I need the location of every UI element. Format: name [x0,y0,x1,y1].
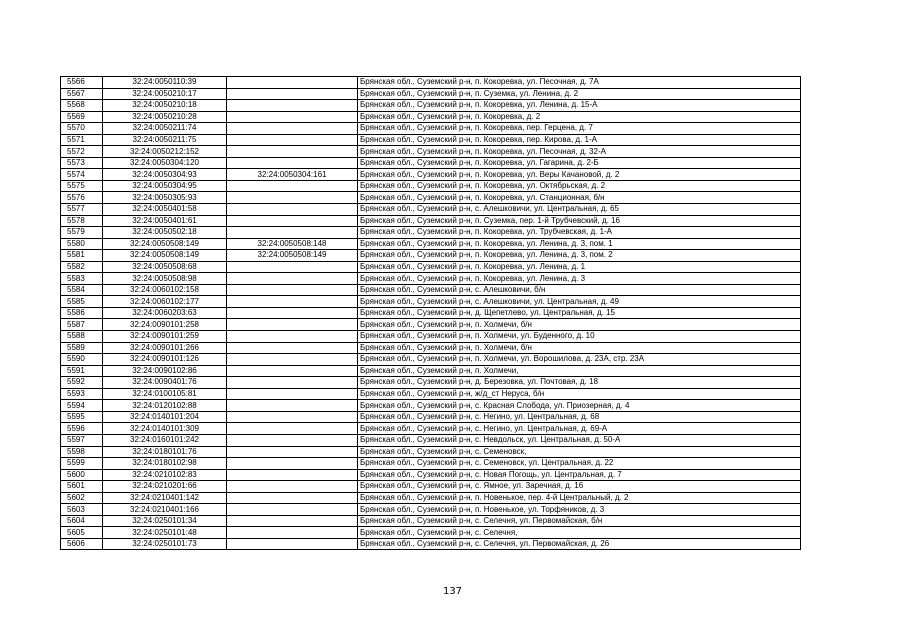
related-cadastral-number-cell [227,157,358,169]
table-row [61,504,801,516]
related-cadastral-number-cell [227,527,358,539]
cadastral-number-cell: 32:24:0210102:83 [103,469,227,481]
related-cadastral-number-cell [227,284,358,296]
related-cadastral-number-cell [227,481,358,493]
row-number-cell: 5574 [61,169,103,181]
row-number-cell: 5598 [61,446,103,458]
address-cell: Брянская обл., Суземский р-н, с. Новая Погощь, ул. Центральная, д. 7 [358,469,801,481]
cadastral-number-cell: 32:24:0050211:75 [103,134,227,146]
table-row [61,157,801,169]
table-row [61,527,801,539]
table-row [61,273,801,285]
table-row [61,538,801,550]
cadastral-number-cell: 32:24:0050502:18 [103,227,227,239]
row-number-cell: 5569 [61,111,103,123]
table-row [61,250,801,262]
table-row [61,365,801,377]
related-cadastral-number-cell [227,538,358,550]
address-cell: Брянская обл., Суземский р-н, с. Семеновск, ул. Центральная, д. 22 [358,458,801,470]
related-cadastral-number-cell [227,88,358,100]
related-cadastral-number-cell [227,515,358,527]
address-cell: Брянская обл., Суземский р-н, ж/д_ст Неруса, б/н [358,388,801,400]
address-cell: Брянская обл., Суземский р-н, п. Холмечи, ул. Ворошилова, д. 23А, стр. 23А [358,354,801,366]
address-cell: Брянская обл., Суземский р-н, п. Кокоревка, ул. Октябрьская, д. 2 [358,180,801,192]
related-cadastral-number-cell [227,180,358,192]
address-cell: Брянская обл., Суземский р-н, п. Кокоревка, пер. Герцена, д. 7 [358,123,801,135]
cadastral-number-cell: 32:24:0050212:152 [103,146,227,158]
row-number-cell: 5576 [61,192,103,204]
address-cell: Брянская обл., Суземский р-н, п. Холмечи, б/н [358,342,801,354]
related-cadastral-number-cell [227,331,358,343]
address-cell: Брянская обл., Суземский р-н, с. Негино, ул. Центральная, д. 68 [358,411,801,423]
related-cadastral-number-cell [227,400,358,412]
table-row [61,342,801,354]
address-cell: Брянская обл., Суземский р-н, с. Красная Слобода, ул. Приозерная, д. 4 [358,400,801,412]
page-number: 137 [442,586,463,597]
cadastral-number-cell: 32:24:0060102:177 [103,296,227,308]
table-row [61,423,801,435]
related-cadastral-number-cell [227,504,358,516]
row-number-cell: 5604 [61,515,103,527]
related-cadastral-number-cell [227,273,358,285]
cadastral-number-cell: 32:24:0160101:242 [103,434,227,446]
row-number-cell: 5601 [61,481,103,493]
row-number-cell: 5577 [61,204,103,216]
cadastral-number-cell: 32:24:0100105:81 [103,388,227,400]
address-cell: Брянская обл., Суземский р-н, п. Кокоревка, ул. Ленина, д. 15-А [358,100,801,112]
address-cell: Брянская обл., Суземский р-н, д. Березовка, ул. Почтовая, д. 18 [358,377,801,389]
cadastral-number-cell: 32:24:0210401:142 [103,492,227,504]
row-number-cell: 5588 [61,331,103,343]
row-number-cell: 5597 [61,434,103,446]
related-cadastral-number-cell [227,469,358,481]
row-number-cell: 5567 [61,88,103,100]
related-cadastral-number-cell [227,100,358,112]
row-number-cell: 5580 [61,238,103,250]
address-cell: Брянская обл., Суземский р-н, с. Невдольск, ул. Центральная, д. 50-А [358,434,801,446]
related-cadastral-number-cell [227,77,358,89]
row-number-cell: 5591 [61,365,103,377]
table-row [61,388,801,400]
table-row [61,88,801,100]
address-cell: Брянская обл., Суземский р-н, п. Кокоревка, ул. Ленина, д. 3, пом. 2 [358,250,801,262]
row-number-cell: 5600 [61,469,103,481]
row-number-cell: 5589 [61,342,103,354]
table-row [61,284,801,296]
table-row [61,215,801,227]
table-row [61,481,801,493]
address-cell: Брянская обл., Суземский р-н, п. Холмечи, ул. Буденного, д. 10 [358,331,801,343]
row-number-cell: 5594 [61,400,103,412]
cadastral-number-cell: 32:24:0120102:88 [103,400,227,412]
table-row [61,123,801,135]
table-row [61,331,801,343]
table-row [61,377,801,389]
related-cadastral-number-cell [227,423,358,435]
cadastral-number-cell: 32:24:0210401:166 [103,504,227,516]
table-row [61,227,801,239]
table-row [61,169,801,181]
row-number-cell: 5586 [61,307,103,319]
related-cadastral-number-cell [227,215,358,227]
related-cadastral-number-cell [227,261,358,273]
address-cell: Брянская обл., Суземский р-н, п. Кокоревка, ул. Песочная, д. 32-А [358,146,801,158]
address-cell: Брянская обл., Суземский р-н, п. Кокоревка, ул. Ленина, д. 1 [358,261,801,273]
address-cell: Брянская обл., Суземский р-н, п. Кокоревка, д. 2 [358,111,801,123]
table-row [61,180,801,192]
related-cadastral-number-cell [227,319,358,331]
related-cadastral-number-cell [227,377,358,389]
table-row [61,100,801,112]
related-cadastral-number-cell [227,446,358,458]
registry-table-body [61,77,801,550]
cadastral-number-cell: 32:24:0060102:158 [103,284,227,296]
address-cell: Брянская обл., Суземский р-н, с. Негино, ул. Центральная, д. 69-А [358,423,801,435]
cadastral-number-cell: 32:24:0250101:48 [103,527,227,539]
address-cell: Брянская обл., Суземский р-н, д. Щепетлево, ул. Центральная, д. 15 [358,307,801,319]
related-cadastral-number-cell [227,492,358,504]
table-row [61,261,801,273]
row-number-cell: 5568 [61,100,103,112]
related-cadastral-number-cell [227,123,358,135]
related-cadastral-number-cell: 32:24:0050508:148 [227,238,358,250]
row-number-cell: 5573 [61,157,103,169]
address-cell: Брянская обл., Суземский р-н, п. Кокоревка, ул. Ленина, д. 3 [358,273,801,285]
related-cadastral-number-cell [227,434,358,446]
related-cadastral-number-cell: 32:24:0050304:161 [227,169,358,181]
cadastral-number-cell: 32:24:0050508:149 [103,238,227,250]
related-cadastral-number-cell [227,388,358,400]
cadastral-number-cell: 32:24:0090102:86 [103,365,227,377]
address-cell: Брянская обл., Суземский р-н, п. Кокоревка, ул. Станционная, б/н [358,192,801,204]
row-number-cell: 5570 [61,123,103,135]
table-row [61,411,801,423]
related-cadastral-number-cell [227,146,358,158]
related-cadastral-number-cell [227,227,358,239]
cadastral-number-cell: 32:24:0050508:68 [103,261,227,273]
table-row [61,77,801,89]
row-number-cell: 5596 [61,423,103,435]
table-row [61,111,801,123]
address-cell: Брянская обл., Суземский р-н, с. Алешковичи, ул. Центральная, д. 49 [358,296,801,308]
table-row [61,354,801,366]
row-number-cell: 5585 [61,296,103,308]
related-cadastral-number-cell [227,296,358,308]
cadastral-number-cell: 32:24:0090401:76 [103,377,227,389]
row-number-cell: 5590 [61,354,103,366]
cadastral-number-cell: 32:24:0050210:28 [103,111,227,123]
cadastral-number-cell: 32:24:0050110:39 [103,77,227,89]
cadastral-number-cell: 32:24:0090101:266 [103,342,227,354]
row-number-cell: 5587 [61,319,103,331]
address-cell: Брянская обл., Суземский р-н, с. Алешковичи, ул. Центральная, д. 65 [358,204,801,216]
table-row [61,307,801,319]
table-row [61,296,801,308]
row-number-cell: 5578 [61,215,103,227]
table-row [61,515,801,527]
cadastral-number-cell: 32:24:0090101:258 [103,319,227,331]
row-number-cell: 5599 [61,458,103,470]
address-cell: Брянская обл., Суземский р-н, п. Холмечи, [358,365,801,377]
cadastral-number-cell: 32:24:0250101:73 [103,538,227,550]
address-cell: Брянская обл., Суземский р-н, п. Новенькое, ул. Торфяников, д. 3 [358,504,801,516]
cadastral-number-cell: 32:24:0140101:309 [103,423,227,435]
address-cell: Брянская обл., Суземский р-н, с. Селечня, ул. Первомайская, б/н [358,515,801,527]
cadastral-number-cell: 32:24:0060203:63 [103,307,227,319]
related-cadastral-number-cell [227,458,358,470]
table-row [61,319,801,331]
related-cadastral-number-cell [227,134,358,146]
row-number-cell: 5605 [61,527,103,539]
cadastral-number-cell: 32:24:0210201:66 [103,481,227,493]
table-row [61,204,801,216]
address-cell: Брянская обл., Суземский р-н, с. Ямное, ул. Заречная, д. 16 [358,481,801,493]
row-number-cell: 5575 [61,180,103,192]
cadastral-number-cell: 32:24:0180101:76 [103,446,227,458]
row-number-cell: 5593 [61,388,103,400]
row-number-cell: 5582 [61,261,103,273]
cadastral-number-cell: 32:24:0140101:204 [103,411,227,423]
address-cell: Брянская обл., Суземский р-н, п. Суземка, ул. Ленина, д. 2 [358,88,801,100]
row-number-cell: 5571 [61,134,103,146]
address-cell: Брянская обл., Суземский р-н, п. Кокоревка, ул. Песочная, д. 7А [358,77,801,89]
property-registry-table [60,76,801,550]
address-cell: Брянская обл., Суземский р-н, с. Семеновск, [358,446,801,458]
cadastral-number-cell: 32:24:0090101:126 [103,354,227,366]
cadastral-number-cell: 32:24:0250101:34 [103,515,227,527]
related-cadastral-number-cell [227,365,358,377]
cadastral-number-cell: 32:24:0050210:17 [103,88,227,100]
address-cell: Брянская обл., Суземский р-н, п. Новенькое, пер. 4-й Центральный, д. 2 [358,492,801,504]
related-cadastral-number-cell [227,204,358,216]
table-row [61,469,801,481]
row-number-cell: 5583 [61,273,103,285]
related-cadastral-number-cell [227,411,358,423]
related-cadastral-number-cell [227,111,358,123]
row-number-cell: 5606 [61,538,103,550]
row-number-cell: 5595 [61,411,103,423]
table-row [61,146,801,158]
row-number-cell: 5592 [61,377,103,389]
address-cell: Брянская обл., Суземский р-н, п. Кокоревка, ул. Гагарина, д. 2-Б [358,157,801,169]
related-cadastral-number-cell [227,307,358,319]
cadastral-number-cell: 32:24:0050401:61 [103,215,227,227]
table-row [61,134,801,146]
table-row [61,400,801,412]
table-row [61,238,801,250]
address-cell: Брянская обл., Суземский р-н, п. Кокоревка, пер. Кирова, д. 1-А [358,134,801,146]
cadastral-number-cell: 32:24:0090101:259 [103,331,227,343]
address-cell: Брянская обл., Суземский р-н, с. Селечня, [358,527,801,539]
row-number-cell: 5584 [61,284,103,296]
table-row [61,434,801,446]
table-row [61,458,801,470]
row-number-cell: 5572 [61,146,103,158]
cadastral-number-cell: 32:24:0050401:58 [103,204,227,216]
address-cell: Брянская обл., Суземский р-н, с. Селечня, ул. Первомайская, д. 26 [358,538,801,550]
address-cell: Брянская обл., Суземский р-н, п. Суземка, пер. 1-й Трубчевский, д. 16 [358,215,801,227]
table-row [61,192,801,204]
related-cadastral-number-cell [227,354,358,366]
cadastral-number-cell: 32:24:0050211:74 [103,123,227,135]
cadastral-number-cell: 32:24:0050210:18 [103,100,227,112]
cadastral-number-cell: 32:24:0050304:95 [103,180,227,192]
cadastral-number-cell: 32:24:0050508:98 [103,273,227,285]
table-row [61,492,801,504]
row-number-cell: 5566 [61,77,103,89]
related-cadastral-number-cell [227,192,358,204]
cadastral-number-cell: 32:24:0050508:149 [103,250,227,262]
address-cell: Брянская обл., Суземский р-н, с. Алешковичи, б/н [358,284,801,296]
row-number-cell: 5602 [61,492,103,504]
address-cell: Брянская обл., Суземский р-н, п. Кокоревка, ул. Ленина, д. 3, пом. 1 [358,238,801,250]
cadastral-number-cell: 32:24:0180102:98 [103,458,227,470]
address-cell: Брянская обл., Суземский р-н, п. Кокоревка, ул. Веры Качановой, д. 2 [358,169,801,181]
row-number-cell: 5603 [61,504,103,516]
row-number-cell: 5581 [61,250,103,262]
cadastral-number-cell: 32:24:0050305:93 [103,192,227,204]
table-row [61,446,801,458]
cadastral-number-cell: 32:24:0050304:120 [103,157,227,169]
related-cadastral-number-cell [227,342,358,354]
address-cell: Брянская обл., Суземский р-н, п. Кокоревка, ул. Трубчевская, д. 1-А [358,227,801,239]
address-cell: Брянская обл., Суземский р-н, п. Холмечи, б/н [358,319,801,331]
related-cadastral-number-cell: 32:24:0050508:149 [227,250,358,262]
row-number-cell: 5579 [61,227,103,239]
cadastral-number-cell: 32:24:0050304:93 [103,169,227,181]
